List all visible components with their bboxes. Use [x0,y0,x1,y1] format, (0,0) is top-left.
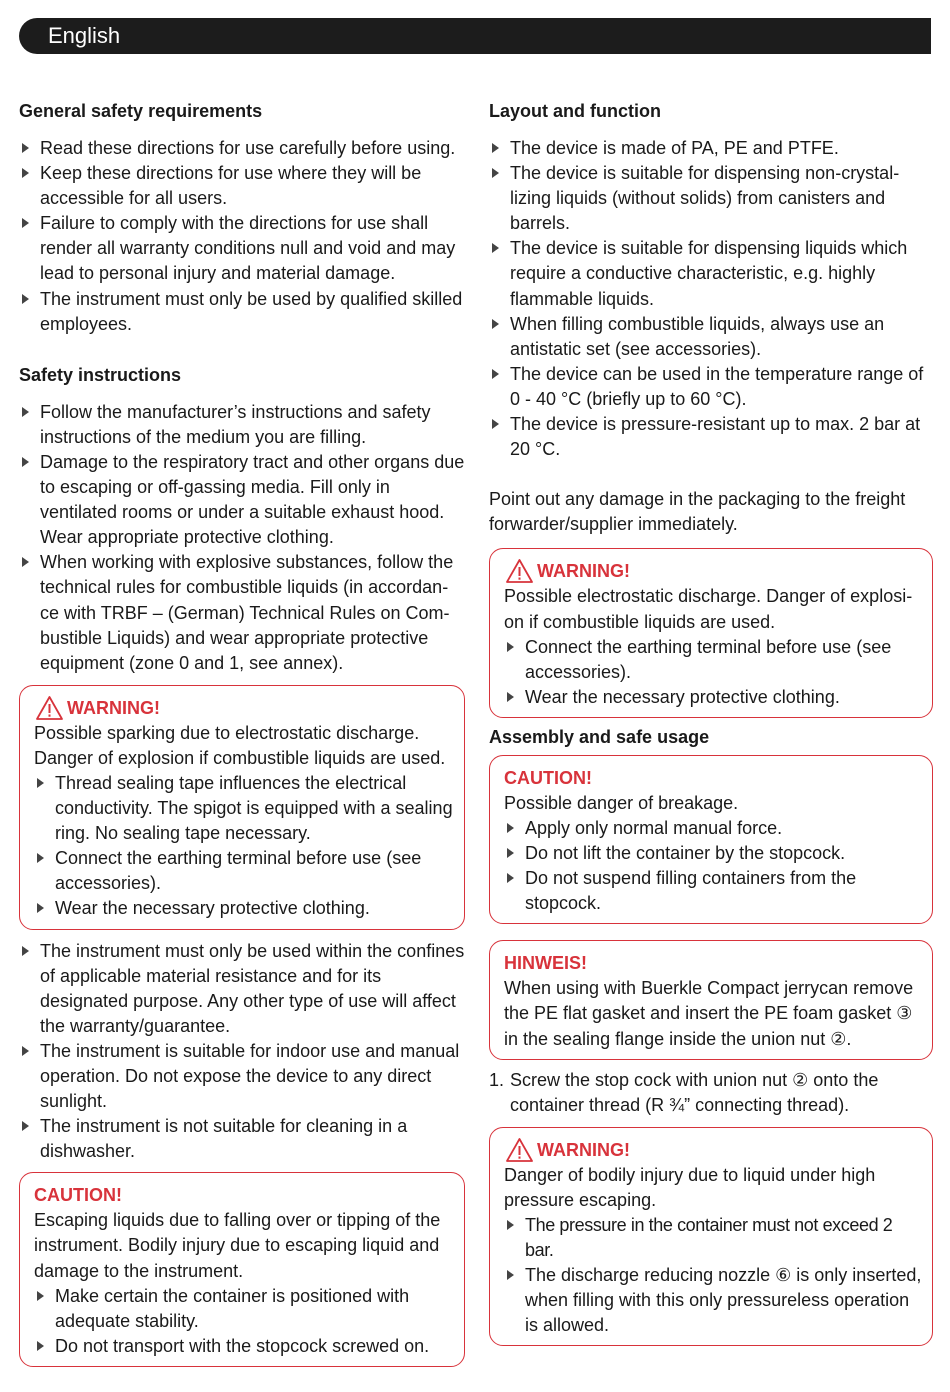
warning-text: Danger of bodily injury due to liquid under high pressure escaping. [504,1164,876,1210]
warning-text: Possible electrostatic discharge. Danger of explosi-on if combustible liquids are used. [504,586,913,632]
list-item: When filling combustible liquids, always use an antistatic set (see accessories). [489,312,933,362]
general-safety-list [19,136,465,337]
warning-heading [504,558,922,584]
warning-box [19,685,465,930]
right-column [489,98,933,1346]
warning-list [504,635,922,710]
list-item: Do not lift the container by the stopcock. [504,841,922,866]
list-item: Read these directions for use carefully before using. [19,136,465,161]
safety-instructions-list [19,400,465,676]
hinweis-label: HINWEIS! [504,953,587,974]
list-item: The instrument is suitable for indoor use and manual operation. Do not expose the device to any direct sunlight. [19,1039,465,1114]
warning-triangle-icon [505,1137,534,1163]
list-item: Connect the earthing terminal before use (see accessories). [504,635,922,685]
list-item: The device is pressure-resistant up to max. 2 bar at 20 °C. [489,412,933,462]
safety-instructions-title: Safety instructions [19,364,182,385]
caution-box [489,755,933,924]
list-item: The device is made of PA, PE and PTFE. [489,136,933,161]
language-label: English [48,23,121,48]
list-item: Do not suspend filling containers from the stopcock. [504,866,922,916]
warning-text: Possible sparking due to electrostatic discharge. Danger of explosion if combustible liquids are used. [34,722,446,768]
caution-list [34,1284,454,1359]
warning-heading [504,1137,922,1163]
caution-list [504,816,922,916]
caution-label: CAUTION! [34,1185,122,1206]
warning-triangle-icon [505,558,534,584]
list-item: Failure to comply with the directions for use shall render all warranty conditions null and void and may lead to personal injury and material damage. [19,211,465,286]
list-item: Keep these directions for use where they will be accessible for all users. [19,161,465,211]
step-text: Screw the stop cock with union nut ② onto the container thread (R ¾” connecting thread). [510,1069,879,1115]
list-item: The instrument must only be used by qualified skilled employees. [19,287,465,337]
list-item: The discharge reducing nozzle ⑥ is only inserted, when filling with this only pressureless operation is allowed. [504,1263,922,1338]
caution-text: Possible danger of breakage. [504,792,739,813]
list-item: When working with explosive substances, follow the technical rules for combustible liquids (in accordan-ce with TRBF – (German) Technical Rules on Com-bustible Liquids) and wear appropriate protective equipment (zone 0 and 1, see annex). [19,550,465,675]
list-item: Wear the necessary protective clothing. [504,685,922,710]
caution-label: CAUTION! [504,767,592,788]
step-number: 1. [489,1069,505,1090]
hinweis-heading [504,950,922,976]
hinweis-box [489,940,933,1059]
left-column [19,98,465,1367]
list-item: The instrument is not suitable for cleaning in a dishwasher. [19,1114,465,1164]
assembly-title: Assembly and safe usage [489,726,710,747]
warning-list [34,771,454,922]
list-item: Apply only normal manual force. [504,816,922,841]
list-item: Damage to the respiratory tract and other organs due to escaping or off-gassing media. Fill only in ventilated rooms or under a suitable exhaust hood. Wear appropriate protective clothing. [19,450,465,550]
assembly-steps [489,1068,933,1118]
list-item: The device is suitable for dispensing liquids which require a conductive characteristic, e.g. highly flammable liquids. [489,236,933,311]
list-item: The instrument must only be used within the confines of applicable material resistance and for its designated purpose. Any other type of use will affect the warranty/guarantee. [19,939,465,1039]
caution-text: Escaping liquids due to falling over or tipping of the instrument. Bodily injury due to escaping liquid and damage to the instrument. [34,1210,441,1281]
warning-box [489,1127,933,1347]
hinweis-text: When using with Buerkle Compact jerrycan remove the PE flat gasket and insert the PE foam gasket ③ in the sealing flange inside the union nut ②. [504,978,914,1049]
caution-heading [34,1182,454,1208]
list-item: The pressure in the container must not exceed 2 bar. [504,1213,922,1263]
damage-note: Point out any damage in the packaging to the freight forwarder/supplier immediately. [489,489,906,535]
step-item [489,1068,933,1118]
list-item: Do not transport with the stopcock screwed on. [34,1334,454,1359]
list-item: The device can be used in the temperature range of 0 - 40 °C (briefly up to 60 °C). [489,362,933,412]
general-safety-title: General safety requirements [19,101,263,121]
warning-triangle-icon [35,695,64,721]
layout-function-title: Layout and function [489,101,661,121]
warning-box [489,548,933,717]
list-item: Connect the earthing terminal before use (see accessories). [34,846,454,896]
warning-label: WARNING! [537,1139,630,1160]
list-item: Follow the manufacturer’s instructions and safety instructions of the medium you are filling. [19,400,465,450]
warning-heading [34,695,454,721]
list-item: Wear the necessary protective clothing. [34,896,454,921]
language-header-bar [19,18,931,54]
warning-list [504,1213,922,1338]
list-item: The device is suitable for dispensing non-crystal-lizing liquids (without solids) from canisters and barrels. [489,161,933,236]
warning-label: WARNING! [537,561,630,582]
caution-box [19,1172,465,1367]
caution-heading [504,765,922,791]
usage-list [19,939,465,1165]
layout-function-list [489,136,933,462]
list-item: Make certain the container is positioned with adequate stability. [34,1284,454,1334]
list-item: Thread sealing tape influences the electrical conductivity. The spigot is equipped with a sealing ring. No sealing tape necessary. [34,771,454,846]
warning-label: WARNING! [67,697,160,718]
